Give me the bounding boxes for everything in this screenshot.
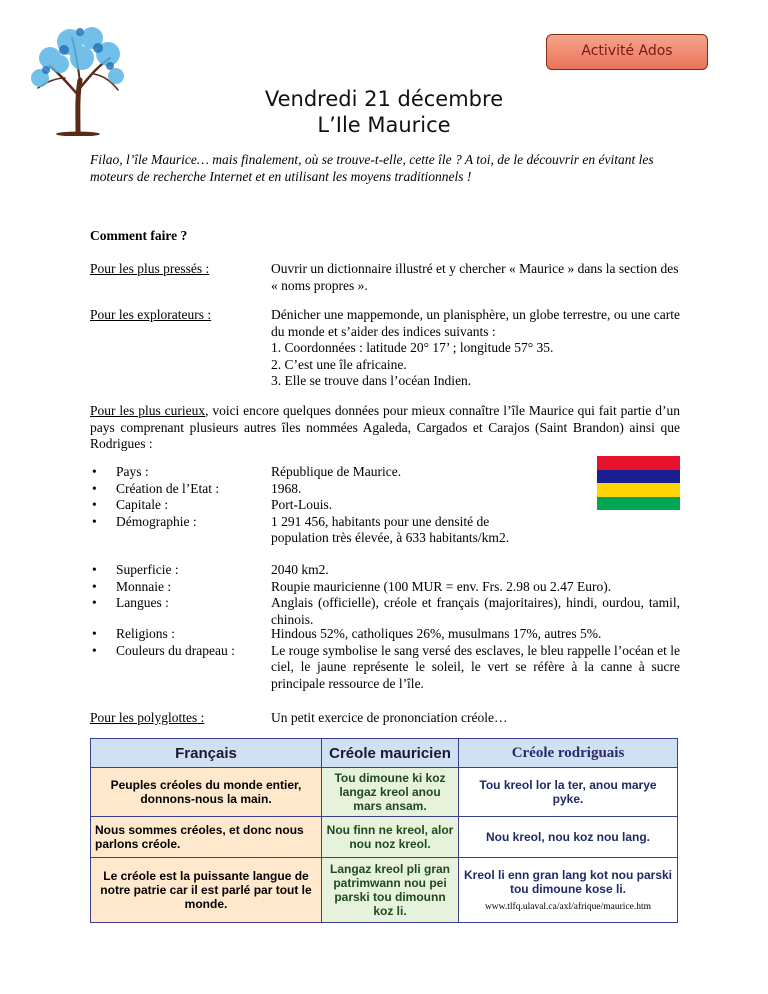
facts-labels-2 — [90, 562, 179, 612]
facts-values-2 — [271, 562, 680, 628]
fact-label: • Création de l’Etat : — [90, 481, 219, 498]
table-row — [91, 858, 678, 923]
fact-label: • Langues : — [90, 595, 179, 612]
table-cell: Nou finn ne kreol, alor nou noz kreol. — [322, 817, 459, 858]
creole-table — [90, 738, 678, 923]
fact-label: • Capitale : — [90, 497, 219, 514]
header-creole-mauricien: Créole mauricien — [322, 739, 459, 768]
table-cell-with-source — [459, 858, 678, 923]
header-francais: Français — [91, 739, 322, 768]
flag-stripe-blue — [597, 470, 680, 484]
fact-value: Le rouge symbolise le sang versé des esclaves, le bleu rappelle l’océan et le ciel, le jaune représente le soleil, le vert se réfère à la canne à sucre principale ressource de l’île. — [271, 642, 680, 691]
fact-value: 2040 km2. — [271, 562, 329, 577]
facts-values-3 — [271, 626, 680, 692]
table-cell: Peuples créoles du monde entier, donnons-nous la main. — [91, 768, 322, 817]
table-row — [91, 768, 678, 817]
table-header-row — [91, 739, 678, 768]
mauritius-flag — [597, 456, 680, 510]
polyglots-label: Pour les polyglottes : — [90, 710, 205, 725]
subject-title: L’Ile Maurice — [317, 113, 451, 137]
table-cell: Le créole est la puissante langue de notre patrie car il est parlé par tout le monde. — [91, 858, 322, 923]
fact-value: Hindous 52%, catholiques 26%, musulmans 17%, autres 5%. — [271, 626, 602, 641]
flag-stripe-green — [597, 497, 680, 511]
curious-text: , voici encore quelques données pour mieux connaître l’île Maurice qui fait partie d’un pays comprenant plusieurs autres îles nommées Agaleda, Cargados et Carajos (Saint Brandon) ainsi que Rodrigues : — [90, 403, 680, 451]
fact-label: • Démographie : — [90, 514, 219, 531]
table-row — [91, 817, 678, 858]
facts-labels-3 — [90, 626, 235, 659]
hurried-label: Pour les plus pressés : — [90, 261, 210, 276]
table-cell-text: Kreol li enn gran lang kot nou parski tou dimoune kose li. — [463, 868, 673, 896]
fact-value: Port-Louis. — [271, 497, 333, 512]
fact-value: Anglais (officielle), créole et français (majoritaires), hindi, ourdou, tamil, chinois. — [271, 595, 680, 627]
fact-label: • Monnaie : — [90, 579, 179, 596]
hurried-text: Ouvrir un dictionnaire illustré et y chercher « Maurice » dans la section des « noms propres ». — [271, 261, 679, 293]
facts-labels-1 — [90, 464, 219, 530]
hint-item: 3. Elle se trouve dans l’océan Indien. — [271, 373, 472, 388]
flag-stripe-red — [597, 456, 680, 470]
intro-text: Filao, l’île Maurice… mais finalement, où se trouve-t-elle, cette île ? A toi, de le découvrir en évitant les moteurs de recherche Internet et en utilisant les moyens traditionnels ! — [90, 152, 654, 184]
explorers-block — [271, 307, 680, 390]
fact-value: 1 291 456, habitants pour une densité de population très élevée, à 633 habitants/km2. — [271, 513, 510, 545]
fact-value: 1968. — [271, 480, 302, 496]
fact-label: • Religions : — [90, 626, 235, 643]
table-cell: Nous sommes créoles, et donc nous parlons créole. — [91, 817, 322, 858]
polyglots-text: Un petit exercice de prononciation créole… — [271, 710, 508, 725]
fact-value: République de Maurice. — [271, 464, 402, 479]
fact-label: • Superficie : — [90, 562, 179, 579]
explorers-text: Dénicher une mappemonde, un planisphère, un globe terrestre, ou une carte du monde et s’aider des indices suivants : — [271, 307, 680, 339]
hints-list — [271, 340, 680, 390]
hint-item: 1. Coordonnées : latitude 20° 17’ ; longitude 57° 35. — [271, 340, 554, 355]
curious-label: Pour les plus curieux — [90, 403, 206, 418]
curious-paragraph — [90, 403, 680, 453]
explorers-label: Pour les explorateurs : — [90, 307, 212, 322]
hint-item: 2. C’est une île africaine. — [271, 356, 407, 372]
flag-stripe-yellow — [597, 483, 680, 497]
activity-badge: Activité Ados — [546, 34, 708, 70]
table-cell: Tou kreol lor la ter, anou marye pyke. — [459, 768, 678, 817]
fact-value: Roupie mauricienne (100 MUR = env. Frs. 2.98 ou 2.47 Euro). — [271, 578, 612, 594]
table-cell: Langaz kreol pli gran patrimwann nou pei parski tou dimounn koz li. — [322, 858, 459, 923]
table-cell: Tou dimoune ki koz langaz kreol anou mars ansam. — [322, 768, 459, 817]
header-creole-rodriguais: Créole rodriguais — [459, 739, 678, 768]
date-title: Vendredi 21 décembre — [264, 87, 504, 111]
how-heading: Comment faire ? — [90, 228, 188, 243]
table-cell: Nou kreol, nou koz nou lang. — [459, 817, 678, 858]
source-url: www.tlfq.ulaval.ca/axl/afrique/maurice.htm — [484, 902, 652, 912]
fact-label: • Couleurs du drapeau : — [90, 643, 235, 660]
fact-label: • Pays : — [90, 464, 219, 481]
